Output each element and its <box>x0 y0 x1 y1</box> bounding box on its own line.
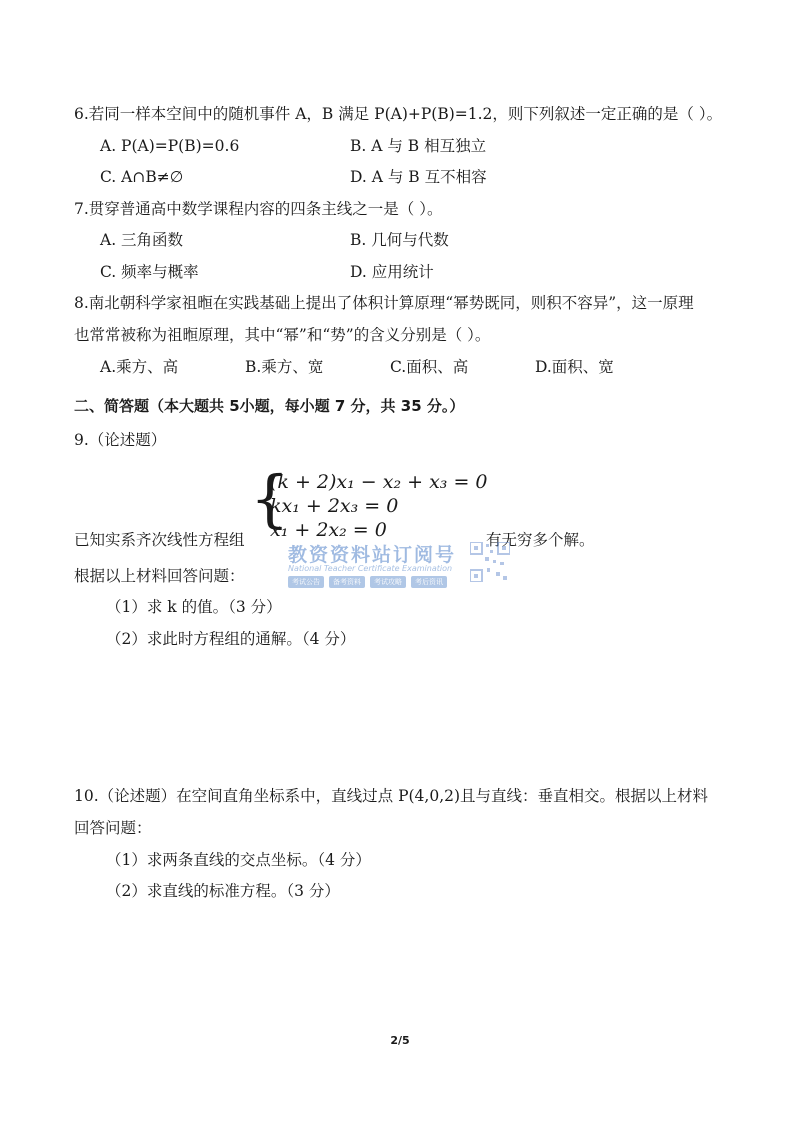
watermark <box>280 540 510 590</box>
q8-stem-line1: 8.南北朝科学家祖暅在实践基础上提出了体积计算原理“幂势既同，则积不容异”，这一原理 <box>74 294 694 312</box>
q9-prompt: 根据以上材料回答问题： <box>74 567 245 585</box>
q6-option-b: B. A 与 B 相互独立 <box>350 137 487 155</box>
q9-subquestion-1: （1）求 k 的值。（3 分） <box>106 598 282 616</box>
section-heading: 二、简答题（本大题共 5小题，每小题 7 分，共 35 分。） <box>74 397 465 415</box>
q9-trail-text: 有无穷多个解。 <box>486 531 595 549</box>
watermark-tag: 考试攻略 <box>370 576 406 588</box>
q6-option-c: C. A∩B≠∅ <box>100 168 184 186</box>
watermark-tags <box>288 576 447 588</box>
watermark-tag: 备考资料 <box>329 576 365 588</box>
q10-stem-line1: 10.（论述题）在空间直角坐标系中，直线过点 P(4,0,2)且与直线：垂直相交。根据以上材料 <box>74 787 709 805</box>
equation-brace: { <box>250 462 290 535</box>
watermark-tag: 考后资讯 <box>411 576 447 588</box>
q8-option-b: B.乘方、宽 <box>245 358 324 376</box>
q6-option-d: D. A 与 B 互不相容 <box>350 168 487 186</box>
qr-code-icon <box>470 542 510 582</box>
q9-lead-text: 已知实系齐次线性方程组 <box>74 531 245 549</box>
q10-stem-line2: 回答问题： <box>74 819 152 837</box>
q8-option-a: A.乘方、高 <box>100 358 179 376</box>
q7-option-a: A. 三角函数 <box>100 231 184 249</box>
equation-3: x₁ + 2x₂ = 0 <box>270 519 387 541</box>
q7-option-d: D. 应用统计 <box>350 263 434 281</box>
q10-subquestion-1: （1）求两条直线的交点坐标。（4 分） <box>106 851 371 869</box>
equation-1: (k + 2)x₁ − x₂ + x₃ = 0 <box>270 471 488 493</box>
page-number: 2/5 <box>390 1034 410 1047</box>
equation-2: kx₁ + 2x₃ = 0 <box>270 495 399 517</box>
q7-stem: 7.贯穿普通高中数学课程内容的四条主线之一是（ ）。 <box>74 200 443 218</box>
q10-subquestion-2: （2）求直线的标准方程。（3 分） <box>106 882 340 900</box>
q8-option-c: C.面积、高 <box>390 358 469 376</box>
q7-option-c: C. 频率与概率 <box>100 263 199 281</box>
watermark-title: 教资资料站订阅号 <box>288 544 457 566</box>
q6-stem: 6.若同一样本空间中的随机事件 A，B 满足 P(A)+P(B)=1.2，则下列叙述一定正确的是（ ）。 <box>74 105 723 123</box>
q9-label: 9.（论述题） <box>74 431 167 449</box>
q8-stem-line2: 也常常被称为祖暅原理，其中“幂”和“势”的含义分别是（ ）。 <box>74 326 491 344</box>
q8-option-d: D.面积、宽 <box>535 358 614 376</box>
q9-subquestion-2: （2）求此时方程组的通解。（4 分） <box>106 630 356 648</box>
q7-option-b: B. 几何与代数 <box>350 231 449 249</box>
watermark-subtitle: National Teacher Certificate Examination <box>288 564 453 573</box>
q6-option-a: A. P(A)=P(B)=0.6 <box>100 137 240 155</box>
watermark-tag: 考试公告 <box>288 576 324 588</box>
